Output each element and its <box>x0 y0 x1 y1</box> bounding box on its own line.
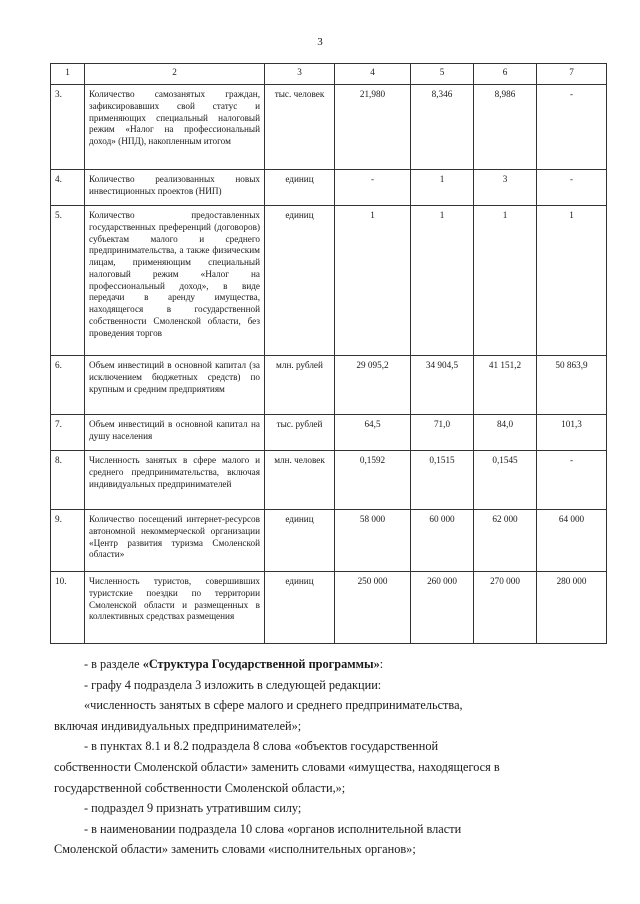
table-row <box>51 510 607 572</box>
indicator-name: Количество предоставленных государственных преференций (договоров) субъектам малого и среднего предпринимательства, а также физическим лицам, применяющим специальный налоговый режим «Налог на профессиональный доход», в виде передачи в аренду имущества, находящегося в государственной собственности Смоленской области, без проведения торгов <box>85 206 265 356</box>
value-col-7: - <box>537 85 607 170</box>
table-row <box>51 356 607 415</box>
row-number: 10. <box>51 572 85 644</box>
value-col-6: 62 000 <box>474 510 537 572</box>
indicator-name: Количество самозанятых граждан, зафиксировавших свой статус и применяющих специальный налоговый режим «Налог на профессиональный доход» (НПД), накопленным итогом <box>85 85 265 170</box>
paragraph-items-8-cont1: собственности Смоленской области» заменить словами «имущества, находящегося в <box>54 759 500 774</box>
value-col-7: - <box>537 170 607 206</box>
value-col-4: 0,1592 <box>335 451 411 510</box>
value-col-7: 1 <box>537 206 607 356</box>
unit-cell: единиц <box>265 170 335 206</box>
paragraph-structure-section <box>84 654 616 675</box>
unit-cell: единиц <box>265 510 335 572</box>
value-col-7: 50 863,9 <box>537 356 607 415</box>
table-row <box>51 85 607 170</box>
indicator-name: Количество посещений интернет-ресурсов автономной некоммерческой организации «Центр развития туризма Смоленской области» <box>85 510 265 572</box>
value-col-7: 64 000 <box>537 510 607 572</box>
header-col-1: 1 <box>51 64 85 85</box>
value-col-4: 1 <box>335 206 411 356</box>
value-col-6: 41 151,2 <box>474 356 537 415</box>
paragraph-subsection-9: - подраздел 9 признать утратившим силу; <box>84 801 302 816</box>
table-header-row <box>51 64 607 85</box>
paragraph-items-8: - в пунктах 8.1 и 8.2 подраздела 8 слова «объектов государственной <box>84 739 439 754</box>
unit-cell: млн. рублей <box>265 356 335 415</box>
value-col-6: 1 <box>474 206 537 356</box>
paragraph-items-8-cont2: государственной собственности Смоленской области,»; <box>54 780 346 795</box>
value-col-5: 260 000 <box>411 572 474 644</box>
table-row <box>51 415 607 451</box>
unit-cell: тыс. человек <box>265 85 335 170</box>
amendments-text <box>54 654 616 860</box>
value-col-5: 34 904,5 <box>411 356 474 415</box>
value-col-4: - <box>335 170 411 206</box>
value-col-4: 29 095,2 <box>335 356 411 415</box>
indicator-name: Численность туристов, совершивших туристские поездки по территории Смоленской области и размещенных в коллективных средствах размещения <box>85 572 265 644</box>
row-number: 7. <box>51 415 85 451</box>
table-row <box>51 572 607 644</box>
header-col-4: 4 <box>335 64 411 85</box>
row-number: 4. <box>51 170 85 206</box>
indicator-name: Объем инвестиций в основной капитал (за исключением бюджетных средств) по крупным и средним предприятиям <box>85 356 265 415</box>
value-col-5: 1 <box>411 170 474 206</box>
indicator-name: Объем инвестиций в основной капитал на душу населения <box>85 415 265 451</box>
value-col-6: 8,986 <box>474 85 537 170</box>
table-row <box>51 206 607 356</box>
value-col-4: 21,980 <box>335 85 411 170</box>
row-number: 9. <box>51 510 85 572</box>
value-col-5: 8,346 <box>411 85 474 170</box>
value-col-6: 270 000 <box>474 572 537 644</box>
text-fragment: - в разделе <box>84 657 143 671</box>
value-col-6: 84,0 <box>474 415 537 451</box>
value-col-4: 64,5 <box>335 415 411 451</box>
row-number: 8. <box>51 451 85 510</box>
header-col-2: 2 <box>85 64 265 85</box>
value-col-5: 0,1515 <box>411 451 474 510</box>
value-col-5: 60 000 <box>411 510 474 572</box>
paragraph-subsection-10-cont: Смоленской области» заменить словами «исполнительных органов»; <box>54 842 416 857</box>
paragraph-quote-cont: включая индивидуальных предпринимателей»; <box>54 718 302 733</box>
value-col-5: 71,0 <box>411 415 474 451</box>
indicator-name: Количество реализованных новых инвестиционных проектов (НИП) <box>85 170 265 206</box>
value-col-7: - <box>537 451 607 510</box>
row-number: 3. <box>51 85 85 170</box>
value-col-7: 101,3 <box>537 415 607 451</box>
indicator-name: Численность занятых в сфере малого и среднего предпринимательства, включая индивидуальных предпринимателей <box>85 451 265 510</box>
header-col-5: 5 <box>411 64 474 85</box>
unit-cell: тыс. рублей <box>265 415 335 451</box>
value-col-7: 280 000 <box>537 572 607 644</box>
value-col-4: 250 000 <box>335 572 411 644</box>
header-col-7: 7 <box>537 64 607 85</box>
row-number: 5. <box>51 206 85 356</box>
unit-cell: единиц <box>265 572 335 644</box>
value-col-6: 0,1545 <box>474 451 537 510</box>
paragraph-column-4: - графу 4 подраздела 3 изложить в следующей редакции: <box>84 677 382 692</box>
paragraph-subsection-10: - в наименовании подраздела 10 слова «органов исполнительной власти <box>84 821 462 836</box>
table-row <box>51 170 607 206</box>
section-title-bold: «Структура Государственной программы» <box>142 657 380 671</box>
paragraph-quote-line: «численность занятых в сфере малого и среднего предпринимательства, <box>84 698 463 713</box>
unit-cell: млн. человек <box>265 451 335 510</box>
page-number: 3 <box>317 36 323 48</box>
header-col-3: 3 <box>265 64 335 85</box>
value-col-6: 3 <box>474 170 537 206</box>
value-col-5: 1 <box>411 206 474 356</box>
value-col-4: 58 000 <box>335 510 411 572</box>
table-row <box>51 451 607 510</box>
indicators-table <box>50 63 607 644</box>
row-number: 6. <box>51 356 85 415</box>
unit-cell: единиц <box>265 206 335 356</box>
text-fragment: : <box>379 657 384 671</box>
header-col-6: 6 <box>474 64 537 85</box>
